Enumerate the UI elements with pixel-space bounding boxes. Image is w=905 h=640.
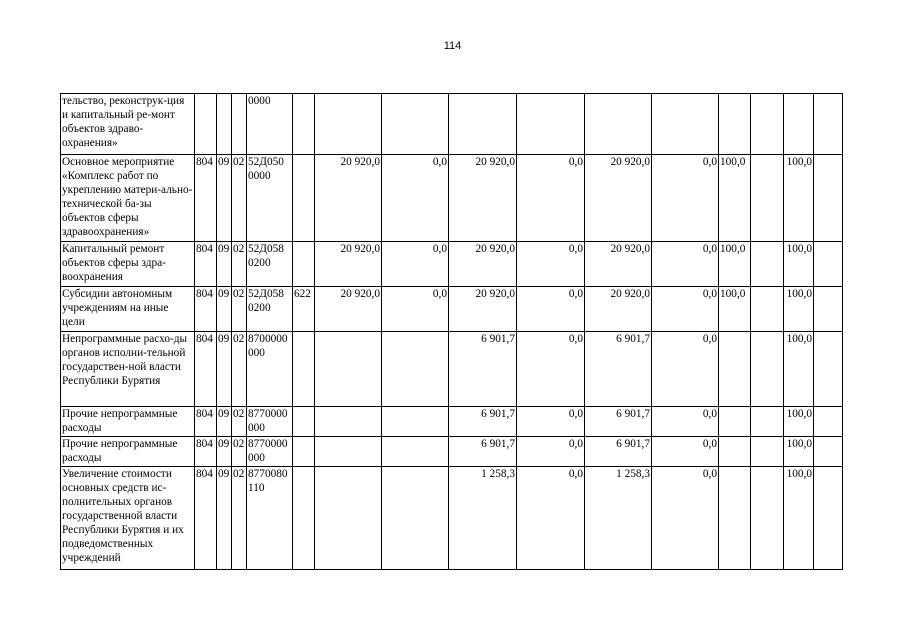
- table-row: [61, 287, 843, 332]
- percent-1: [719, 407, 751, 437]
- ved-code: 804: [195, 467, 217, 570]
- target-article-code: 52Д050 0000: [247, 155, 293, 242]
- ved-code: 804: [195, 287, 217, 332]
- value-2: [382, 94, 449, 155]
- value-5: 20 920,0: [585, 242, 652, 287]
- row-name: Непрограммные расхо-ды органов исполни-тельной государствен-ной власти Республики Бурятия: [61, 332, 195, 407]
- target-article-code: 0000: [247, 94, 293, 155]
- expense-type-code: [293, 467, 315, 570]
- expense-type-code: [293, 407, 315, 437]
- percent-2: [751, 155, 784, 242]
- table-row: [61, 94, 843, 155]
- percent-3: 100,0: [784, 287, 814, 332]
- percent-2: [751, 287, 784, 332]
- value-1: 20 920,0: [315, 242, 382, 287]
- value-3: 6 901,7: [449, 437, 517, 467]
- percent-2: [751, 94, 784, 155]
- table-row: [61, 242, 843, 287]
- subsection-code: 02: [232, 287, 247, 332]
- target-article-code: 8770000000: [247, 437, 293, 467]
- value-6: 0,0: [652, 155, 719, 242]
- value-5: [585, 94, 652, 155]
- expense-type-code: [293, 155, 315, 242]
- value-6: 0,0: [652, 407, 719, 437]
- section-code: 09: [217, 332, 232, 407]
- percent-1: 100,0: [719, 287, 751, 332]
- value-3: 1 258,3: [449, 467, 517, 570]
- section-code: 09: [217, 287, 232, 332]
- table-row: [61, 155, 843, 242]
- ved-code: [195, 94, 217, 155]
- value-6: 0,0: [652, 467, 719, 570]
- row-name: Субсидии автономным учреждениям на иные цели: [61, 287, 195, 332]
- percent-3: 100,0: [784, 467, 814, 570]
- percent-4: [814, 94, 843, 155]
- percent-4: [814, 242, 843, 287]
- value-3: 6 901,7: [449, 407, 517, 437]
- expense-type-code: [293, 242, 315, 287]
- target-article-code: 52Д058 0200: [247, 287, 293, 332]
- row-name: тельство, реконструк-ция и капитальный ре-монт объектов здраво-охранения»: [61, 94, 195, 155]
- row-name: Прочие непрограммные расходы: [61, 407, 195, 437]
- page-number: 114: [443, 40, 462, 52]
- value-3: [449, 94, 517, 155]
- table-row: [61, 467, 843, 570]
- value-4: 0,0: [517, 155, 585, 242]
- value-6: 0,0: [652, 437, 719, 467]
- value-4: 0,0: [517, 437, 585, 467]
- value-5: 20 920,0: [585, 155, 652, 242]
- ved-code: 804: [195, 332, 217, 407]
- value-5: 6 901,7: [585, 332, 652, 407]
- percent-3: [784, 94, 814, 155]
- value-6: 0,0: [652, 332, 719, 407]
- subsection-code: 02: [232, 155, 247, 242]
- target-article-code: 52Д058 0200: [247, 242, 293, 287]
- ved-code: 804: [195, 242, 217, 287]
- percent-1: 100,0: [719, 242, 751, 287]
- value-6: 0,0: [652, 287, 719, 332]
- percent-3: 100,0: [784, 155, 814, 242]
- percent-2: [751, 407, 784, 437]
- budget-table: [60, 93, 843, 570]
- section-code: 09: [217, 155, 232, 242]
- row-name: Капитальный ремонт объектов сферы здра-воохранения: [61, 242, 195, 287]
- percent-2: [751, 437, 784, 467]
- percent-1: [719, 94, 751, 155]
- section-code: [217, 94, 232, 155]
- percent-1: 100,0: [719, 155, 751, 242]
- value-2: 0,0: [382, 242, 449, 287]
- value-1: [315, 94, 382, 155]
- percent-3: 100,0: [784, 332, 814, 407]
- value-4: 0,0: [517, 332, 585, 407]
- percent-1: [719, 467, 751, 570]
- value-2: 0,0: [382, 155, 449, 242]
- value-4: 0,0: [517, 242, 585, 287]
- subsection-code: 02: [232, 467, 247, 570]
- value-1: [315, 467, 382, 570]
- value-3: 6 901,7: [449, 332, 517, 407]
- target-article-code: 8770000000: [247, 407, 293, 437]
- row-name: Увеличение стоимости основных средств ис-полнительных органов государственной власти Республики Бурятия и их подведомственных учреждений: [61, 467, 195, 570]
- ved-code: 804: [195, 155, 217, 242]
- value-3: 20 920,0: [449, 155, 517, 242]
- percent-4: [814, 467, 843, 570]
- percent-1: [719, 437, 751, 467]
- value-4: [517, 94, 585, 155]
- expense-type-code: 622: [293, 287, 315, 332]
- percent-2: [751, 242, 784, 287]
- value-3: 20 920,0: [449, 287, 517, 332]
- value-4: 0,0: [517, 287, 585, 332]
- table-row: [61, 332, 843, 407]
- value-2: [382, 407, 449, 437]
- percent-4: [814, 155, 843, 242]
- percent-3: 100,0: [784, 242, 814, 287]
- percent-4: [814, 407, 843, 437]
- percent-1: [719, 332, 751, 407]
- value-1: 20 920,0: [315, 287, 382, 332]
- table-row: [61, 437, 843, 467]
- section-code: 09: [217, 437, 232, 467]
- percent-2: [751, 467, 784, 570]
- value-5: 6 901,7: [585, 407, 652, 437]
- section-code: 09: [217, 242, 232, 287]
- percent-3: 100,0: [784, 437, 814, 467]
- value-5: 20 920,0: [585, 287, 652, 332]
- expense-type-code: [293, 94, 315, 155]
- subsection-code: 02: [232, 242, 247, 287]
- expense-type-code: [293, 332, 315, 407]
- value-2: [382, 437, 449, 467]
- expense-type-code: [293, 437, 315, 467]
- percent-4: [814, 437, 843, 467]
- value-3: 20 920,0: [449, 242, 517, 287]
- subsection-code: [232, 94, 247, 155]
- ved-code: 804: [195, 407, 217, 437]
- table-row: [61, 407, 843, 437]
- target-article-code: 8700000000: [247, 332, 293, 407]
- subsection-code: 02: [232, 437, 247, 467]
- row-name: Прочие непрограммные расходы: [61, 437, 195, 467]
- value-1: [315, 437, 382, 467]
- value-6: 0,0: [652, 242, 719, 287]
- target-article-code: 8770080110: [247, 467, 293, 570]
- subsection-code: 02: [232, 332, 247, 407]
- percent-2: [751, 332, 784, 407]
- value-1: [315, 407, 382, 437]
- value-2: [382, 332, 449, 407]
- percent-4: [814, 332, 843, 407]
- value-5: 6 901,7: [585, 437, 652, 467]
- value-5: 1 258,3: [585, 467, 652, 570]
- section-code: 09: [217, 467, 232, 570]
- value-2: [382, 467, 449, 570]
- percent-3: 100,0: [784, 407, 814, 437]
- row-name: Основное мероприятие «Комплекс работ по укреплению матери-ально-технической ба-зы объектов сферы здравоохранения»: [61, 155, 195, 242]
- section-code: 09: [217, 407, 232, 437]
- subsection-code: 02: [232, 407, 247, 437]
- value-1: [315, 332, 382, 407]
- value-6: [652, 94, 719, 155]
- percent-4: [814, 287, 843, 332]
- ved-code: 804: [195, 437, 217, 467]
- value-4: 0,0: [517, 467, 585, 570]
- value-4: 0,0: [517, 407, 585, 437]
- value-2: 0,0: [382, 287, 449, 332]
- value-1: 20 920,0: [315, 155, 382, 242]
